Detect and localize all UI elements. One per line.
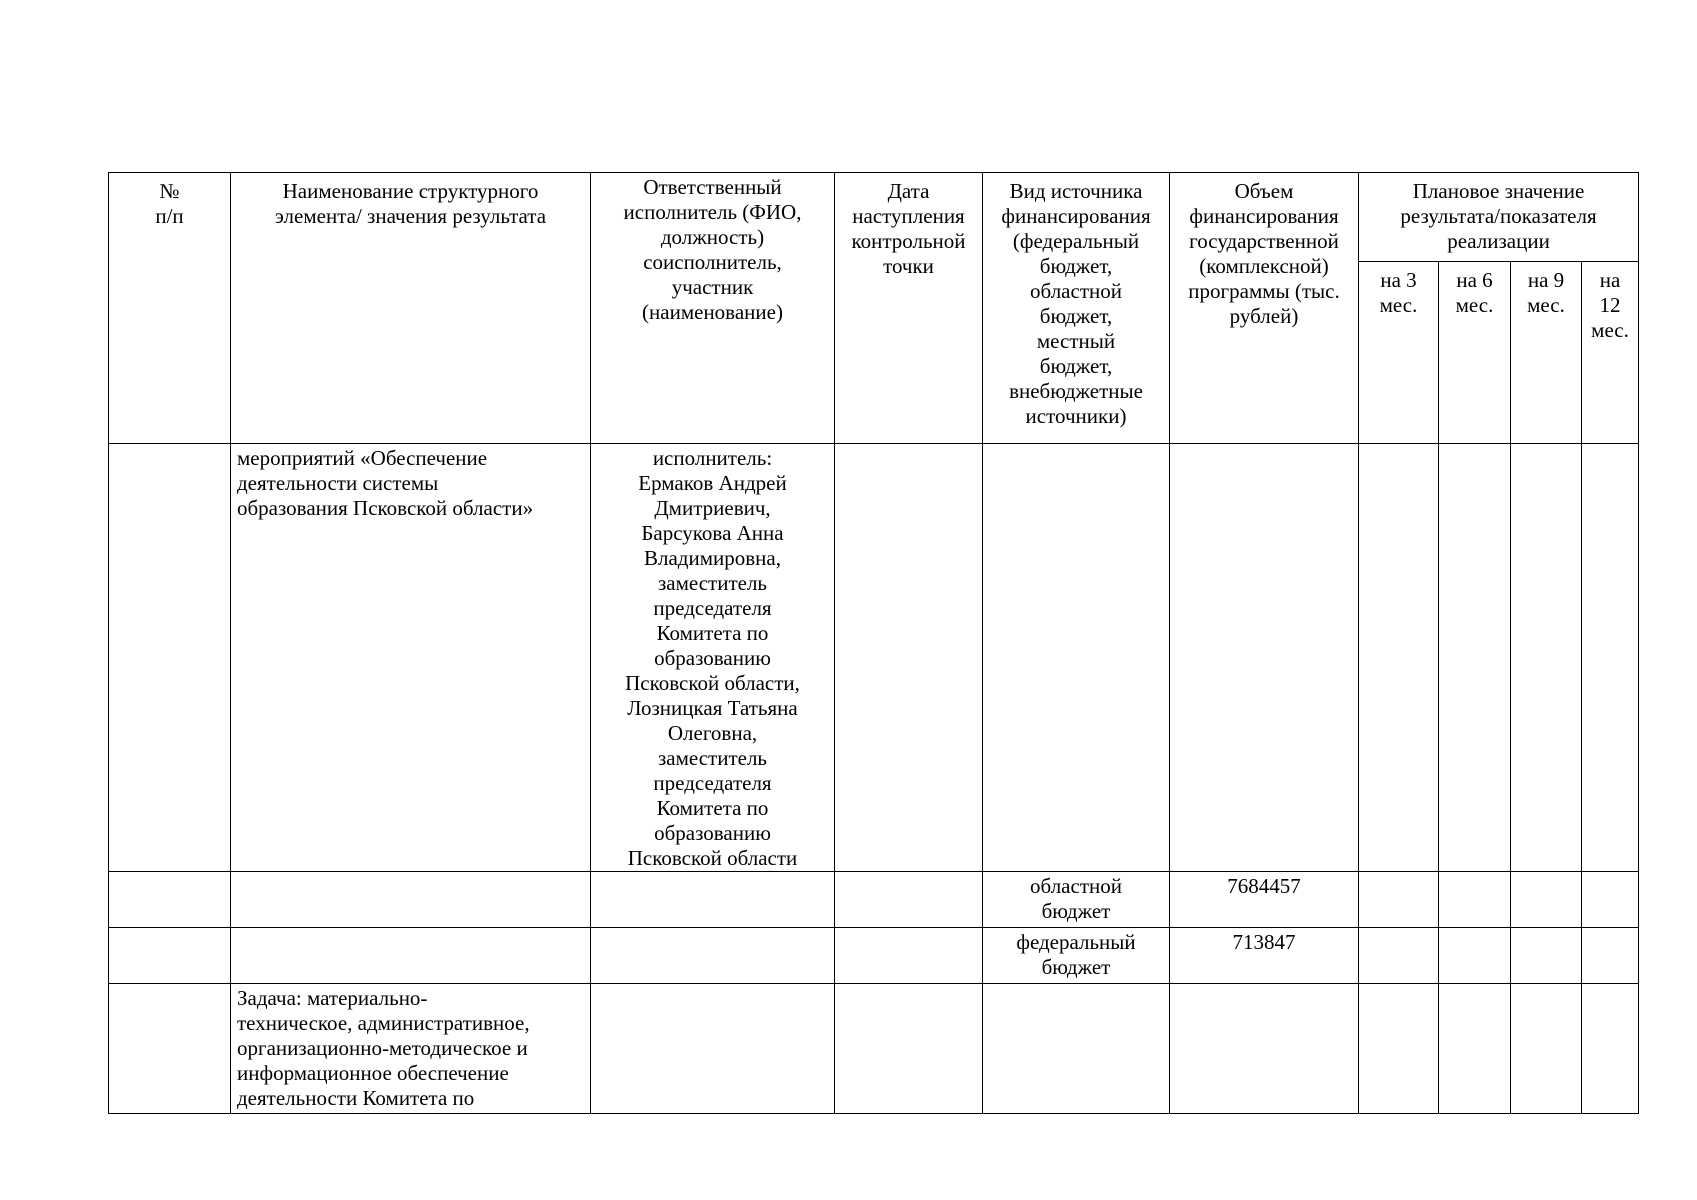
cell-date [835, 872, 983, 928]
header-m6: на 6 мес. [1439, 262, 1511, 444]
cell-volume: 713847 [1170, 928, 1359, 984]
cell-date [835, 444, 983, 872]
cell-num [109, 984, 231, 1114]
cell-m3 [1359, 984, 1439, 1114]
cell-m12 [1582, 928, 1639, 984]
cell-name: Задача: материально- техническое, административное, организационно-методическое и информационное обеспечение деятельности Комитета по [231, 984, 591, 1114]
header-m9: на 9 мес. [1511, 262, 1582, 444]
cell-volume [1170, 444, 1359, 872]
cell-responsible [591, 928, 835, 984]
cell-num [109, 872, 231, 928]
cell-name [231, 928, 591, 984]
header-date: Дата наступления контрольной точки [835, 173, 983, 444]
cell-m12 [1582, 984, 1639, 1114]
plan-table [108, 172, 1639, 1114]
cell-source: областной бюджет [983, 872, 1170, 928]
cell-num [109, 444, 231, 872]
cell-m3 [1359, 872, 1439, 928]
header-m12: на 12 мес. [1582, 262, 1639, 444]
cell-m6 [1439, 872, 1511, 928]
header-plan: Плановое значение результата/показателя реализации [1359, 173, 1639, 262]
cell-m6 [1439, 928, 1511, 984]
cell-m12 [1582, 872, 1639, 928]
table-row [109, 444, 1639, 872]
cell-source [983, 444, 1170, 872]
cell-volume [1170, 984, 1359, 1114]
header-num: № п/п [109, 173, 231, 444]
cell-num [109, 928, 231, 984]
cell-m3 [1359, 444, 1439, 872]
cell-m9 [1511, 872, 1582, 928]
header-m3: на 3 мес. [1359, 262, 1439, 444]
cell-name: мероприятий «Обеспечение деятельности системы образования Псковской области» [231, 444, 591, 872]
table-row [109, 984, 1639, 1114]
cell-m6 [1439, 444, 1511, 872]
cell-m3 [1359, 928, 1439, 984]
cell-m9 [1511, 984, 1582, 1114]
cell-m9 [1511, 928, 1582, 984]
cell-m9 [1511, 444, 1582, 872]
cell-source: федеральный бюджет [983, 928, 1170, 984]
cell-m6 [1439, 984, 1511, 1114]
header-name: Наименование структурного элемента/ значения результата [231, 173, 591, 444]
header-source: Вид источника финансирования (федеральный бюджет, областной бюджет, местный бюджет, внебюджетные источники) [983, 173, 1170, 444]
cell-date [835, 984, 983, 1114]
cell-date [835, 928, 983, 984]
cell-responsible [591, 984, 835, 1114]
table-row [109, 928, 1639, 984]
header-row [109, 173, 1639, 262]
cell-name [231, 872, 591, 928]
header-responsible: Ответственный исполнитель (ФИО, должность) соисполнитель, участник (наименование) [591, 173, 835, 444]
cell-m12 [1582, 444, 1639, 872]
cell-responsible [591, 872, 835, 928]
cell-responsible: исполнитель: Ермаков Андрей Дмитриевич, Барсукова Анна Владимировна, заместитель председателя Комитета по образованию Псковской области, Лозницкая Татьяна Олеговна, заместитель председателя Комитета по образованию Псковской области [591, 444, 835, 872]
table-row [109, 872, 1639, 928]
cell-source [983, 984, 1170, 1114]
header-volume: Объем финансирования государственной (комплексной) программы (тыс. рублей) [1170, 173, 1359, 444]
cell-volume: 7684457 [1170, 872, 1359, 928]
